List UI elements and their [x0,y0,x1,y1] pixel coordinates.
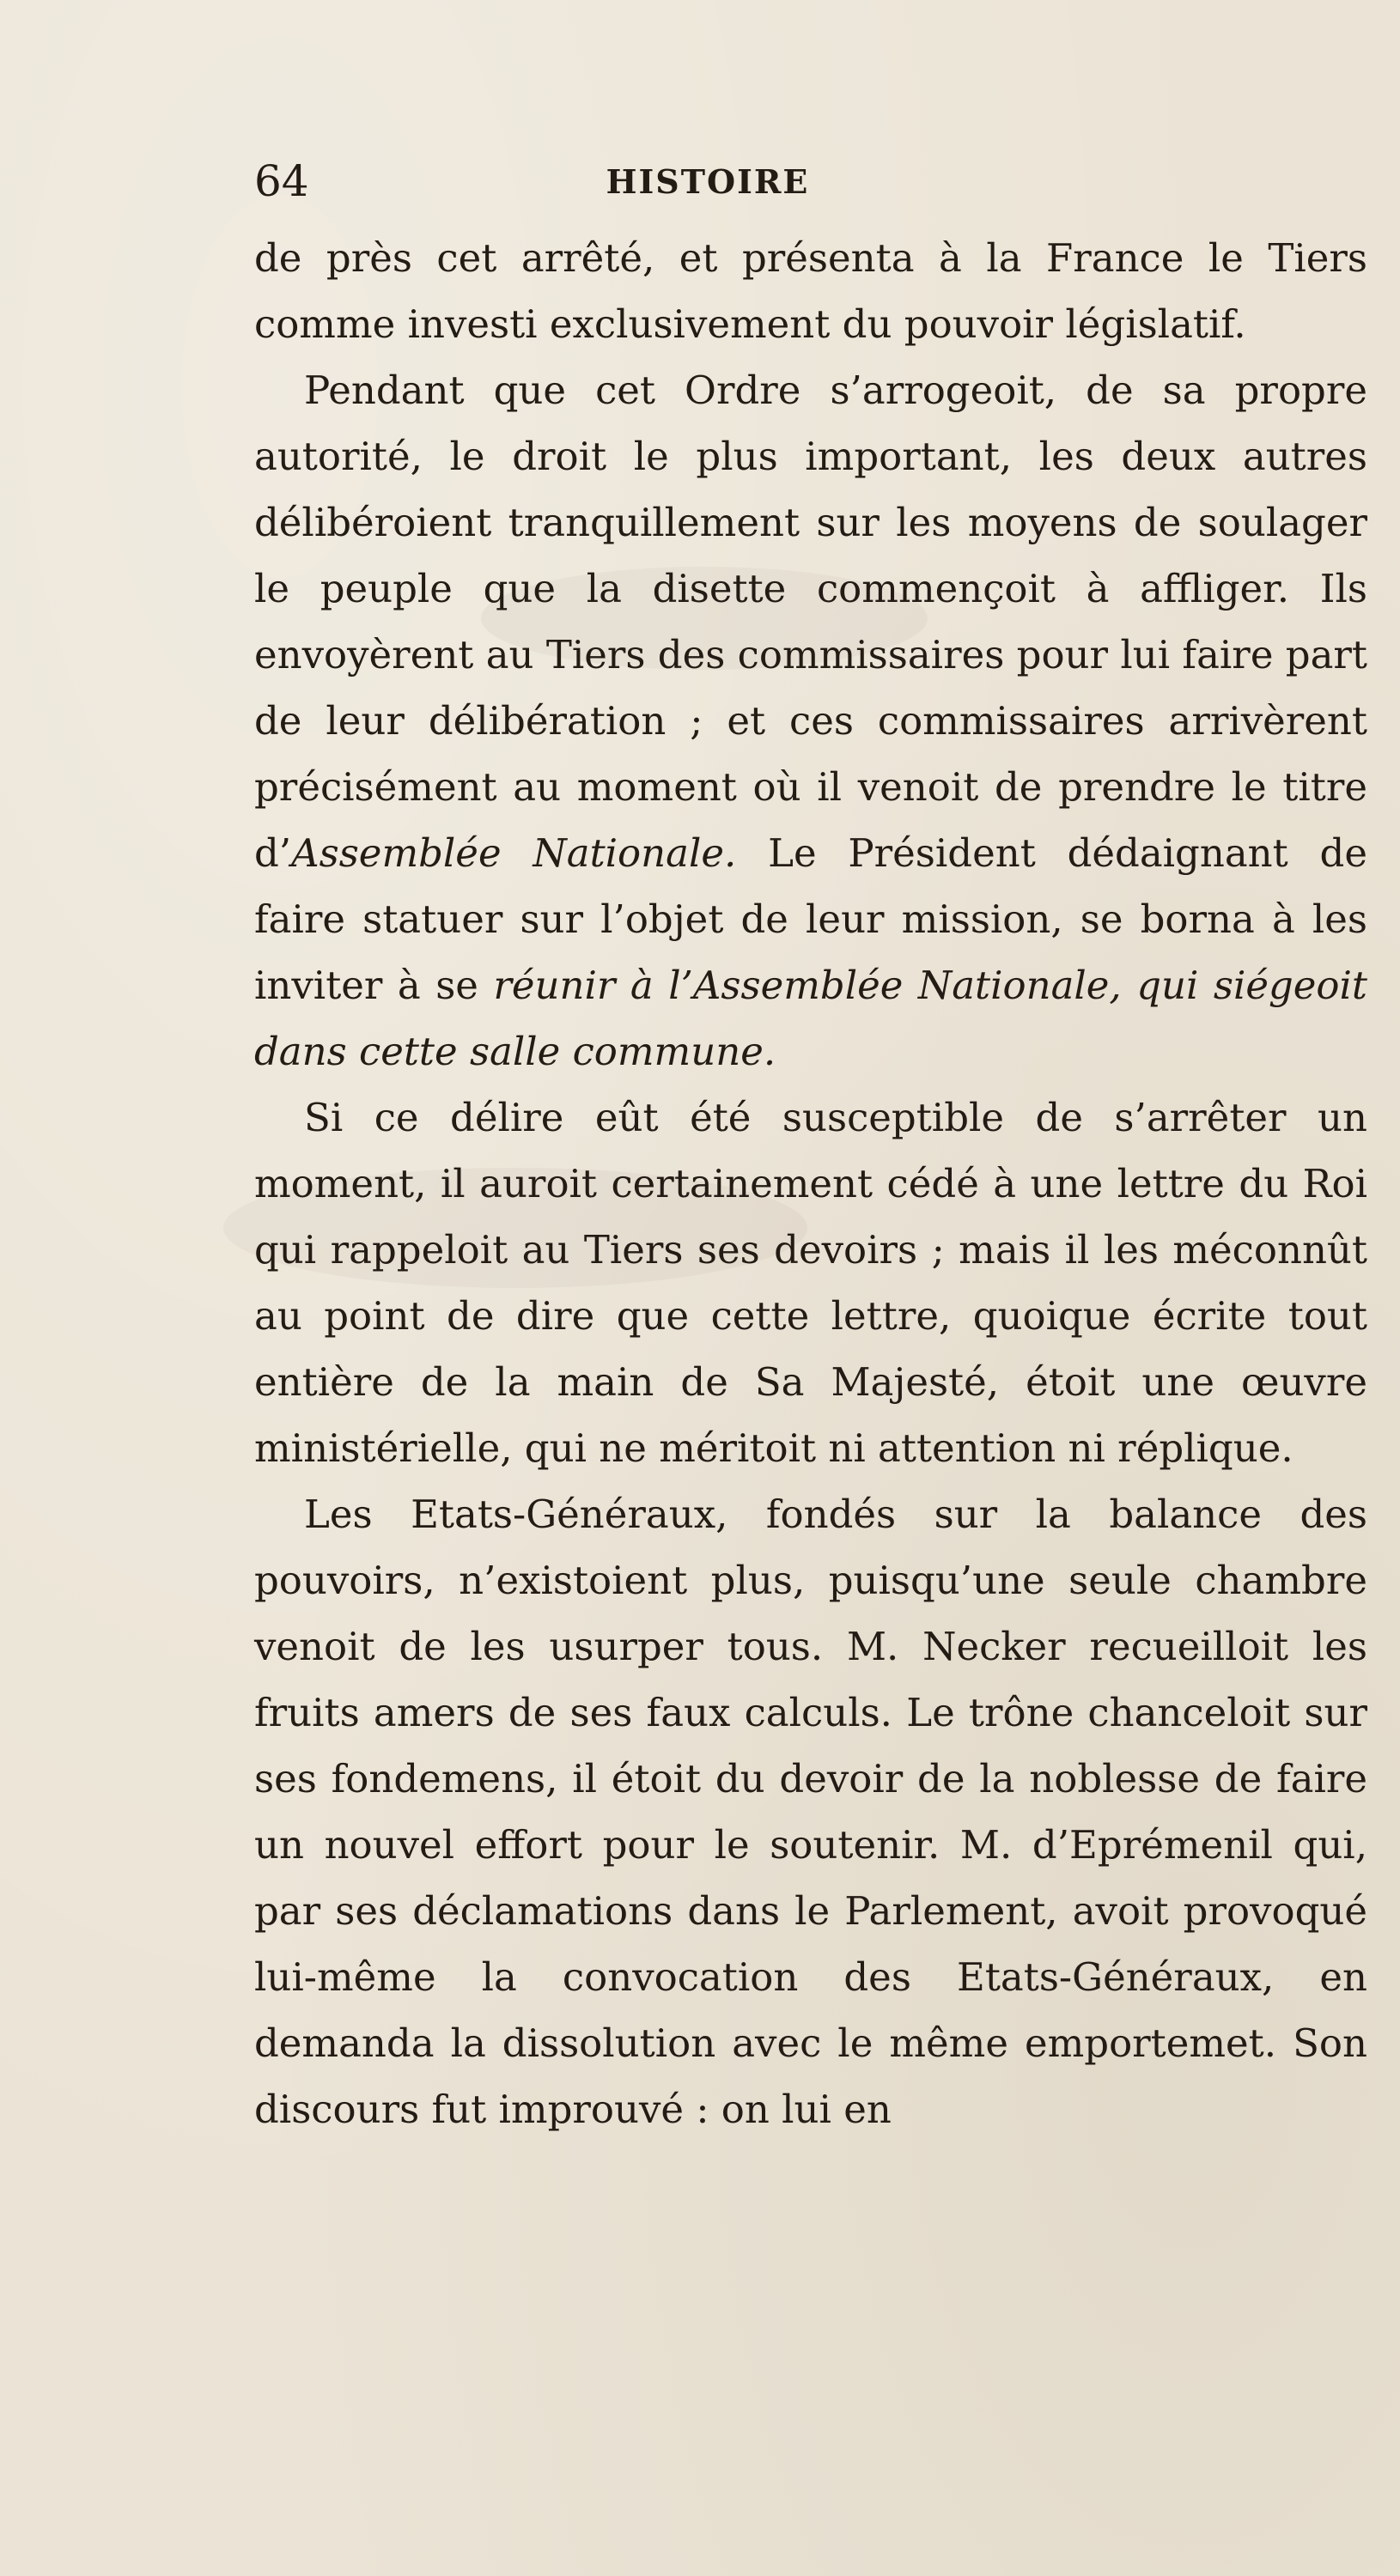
text-segment: de près cet arrêté, et présenta à la France le Tiers comme investi exclusivement du pouvoir législatif. [254,235,1367,347]
italic-text: réunir à l’Assemblée Nationale, qui siégeoit dans cette salle commune. [254,963,1367,1074]
text-segment: Le Président dédaignant de faire statuer sur l’objet de leur mission, se borna à les inviter à se [254,830,1367,1008]
italic-text: Assemblée Nationale. [291,830,737,876]
paragraph [254,1481,1367,2142]
text-segment: Si ce délire eût été susceptible de s’arrêter un moment, il auroit certainement cédé à une lettre du Roi qui rappeloit au Tiers ses devoirs ; mais il les méconnût au point de dire que cette lettre, quoique écrite tout entière de la main de Sa Majesté, étoit une œuvre ministérielle, qui ne méritoit ni attention ni réplique. [254,1095,1367,1471]
text-segment: Pendant que cet Ordre s’arrogeoit, de sa propre autorité, le droit le plus important, les deux autres délibéroient tranquillement sur les moyens de soulager le peuple que la disette commençoit à affliger. Ils envoyèrent au Tiers des commissaires pour lui faire part de leur délibération ; et ces commissaires arrivèrent précisément au moment où il venoit de prendre le titre d’ [254,368,1367,876]
paragraph [254,1084,1367,1481]
page-number: 64 [254,156,309,206]
running-head: HISTOIRE [606,162,810,201]
paragraph [254,357,1367,1084]
paragraph [254,225,1367,357]
body-text [254,225,1367,2142]
page-header [254,151,1367,211]
text-segment: Les Etats-Généraux, fondés sur la balance des pouvoirs, n’existoient plus, puisqu’une seule chambre venoit de les usurper tous. M. Necker recueilloit les fruits amers de ses faux calculs. Le trône chanceloit sur ses fondemens, il étoit du devoir de la noblesse de faire un nouvel effort pour le soutenir. M. d’Eprémenil qui, par ses déclamations dans le Parlement, avoit provoqué lui-même la convocation des Etats-Généraux, en demanda la dissolution avec le même emportemet. Son discours fut improuvé : on lui en [254,1492,1367,2132]
